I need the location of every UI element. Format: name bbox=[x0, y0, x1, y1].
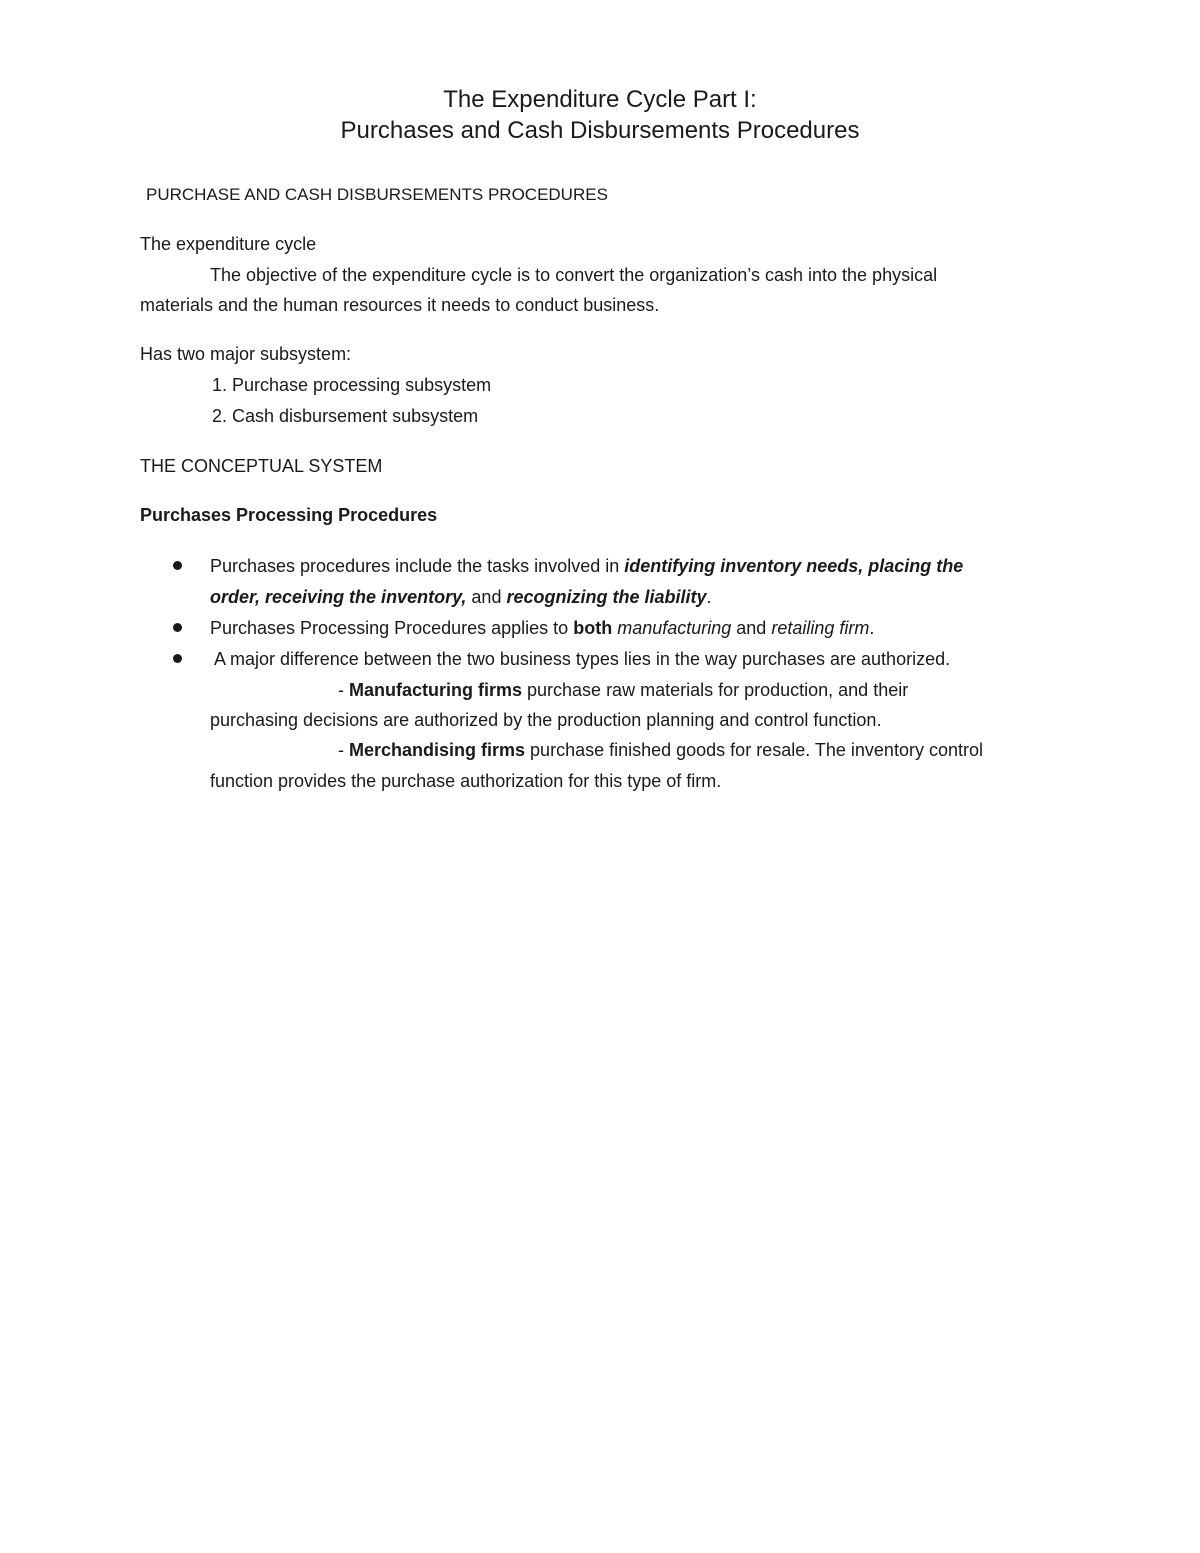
bullet-2-text-d: . bbox=[869, 618, 875, 638]
merchandising-line2: function provides the purchase authorization for this type of firm. bbox=[210, 771, 722, 791]
bullet-1-emphasis-b: order, receiving the inventory, bbox=[210, 587, 467, 607]
bullet-1-line2 bbox=[210, 585, 712, 609]
objective-line1: The objective of the expenditure cycle is to convert the organization’s cash into the physical bbox=[210, 265, 938, 285]
subsystems-intro: Has two major subsystem: bbox=[140, 344, 352, 364]
expenditure-cycle-label: The expenditure cycle bbox=[140, 234, 317, 254]
bullet-2-text-a: Purchases Processing Procedures applies to bbox=[210, 618, 574, 638]
merchandising-line1 bbox=[338, 738, 983, 762]
bullet-2-text-c: and bbox=[731, 618, 772, 638]
merchandising-text-line1: purchase finished goods for resale. The inventory control bbox=[525, 740, 983, 760]
objective-line2: materials and the human resources it needs to conduct business. bbox=[140, 295, 660, 315]
bullet-2-marker bbox=[173, 623, 182, 632]
bullet-2-italic-b: retailing firm bbox=[771, 618, 870, 638]
bullet-1-marker bbox=[173, 561, 182, 570]
conceptual-system-heading: THE CONCEPTUAL SYSTEM bbox=[140, 456, 383, 476]
subsystem-item-2: 2. Cash disbursement subsystem bbox=[212, 406, 479, 426]
purchases-processing-heading: Purchases Processing Procedures bbox=[140, 505, 438, 525]
section-heading: PURCHASE AND CASH DISBURSEMENTS PROCEDURES bbox=[146, 185, 608, 204]
bullet-1-line1 bbox=[210, 554, 963, 578]
bullet-3-line bbox=[210, 647, 950, 671]
merchandising-bold: Merchandising firms bbox=[349, 740, 526, 760]
bullet-1-emphasis-c: recognizing the liability bbox=[506, 587, 707, 607]
bullet-1-text-c: . bbox=[706, 587, 712, 607]
bullet-2-line bbox=[210, 616, 874, 640]
bullet-2-bold-a: both bbox=[573, 618, 613, 638]
manufacturing-line2: purchasing decisions are authorized by the production planning and control function. bbox=[210, 710, 882, 730]
bullet-3-text: A major difference between the two business types lies in the way purchases are authorized. bbox=[210, 649, 951, 669]
bullet-1-text-a: Purchases procedures include the tasks involved in bbox=[210, 556, 625, 576]
bullet-2-italic-a: manufacturing bbox=[617, 618, 732, 638]
bullet-3-marker bbox=[173, 654, 182, 663]
bullet-1-text-b: and bbox=[466, 587, 507, 607]
manufacturing-dash: - bbox=[338, 680, 349, 700]
merchandising-dash: - bbox=[338, 740, 349, 760]
subsystem-item-1: 1. Purchase processing subsystem bbox=[212, 375, 492, 395]
manufacturing-text-line1: purchase raw materials for production, and their bbox=[522, 680, 909, 700]
document-title-line2: Purchases and Cash Disbursements Procedures bbox=[340, 117, 860, 144]
manufacturing-line1 bbox=[338, 678, 908, 702]
manufacturing-bold: Manufacturing firms bbox=[349, 680, 523, 700]
bullet-1-emphasis-a: identifying inventory needs, placing the bbox=[624, 556, 964, 576]
document-title-line1: The Expenditure Cycle Part I: bbox=[443, 86, 757, 113]
